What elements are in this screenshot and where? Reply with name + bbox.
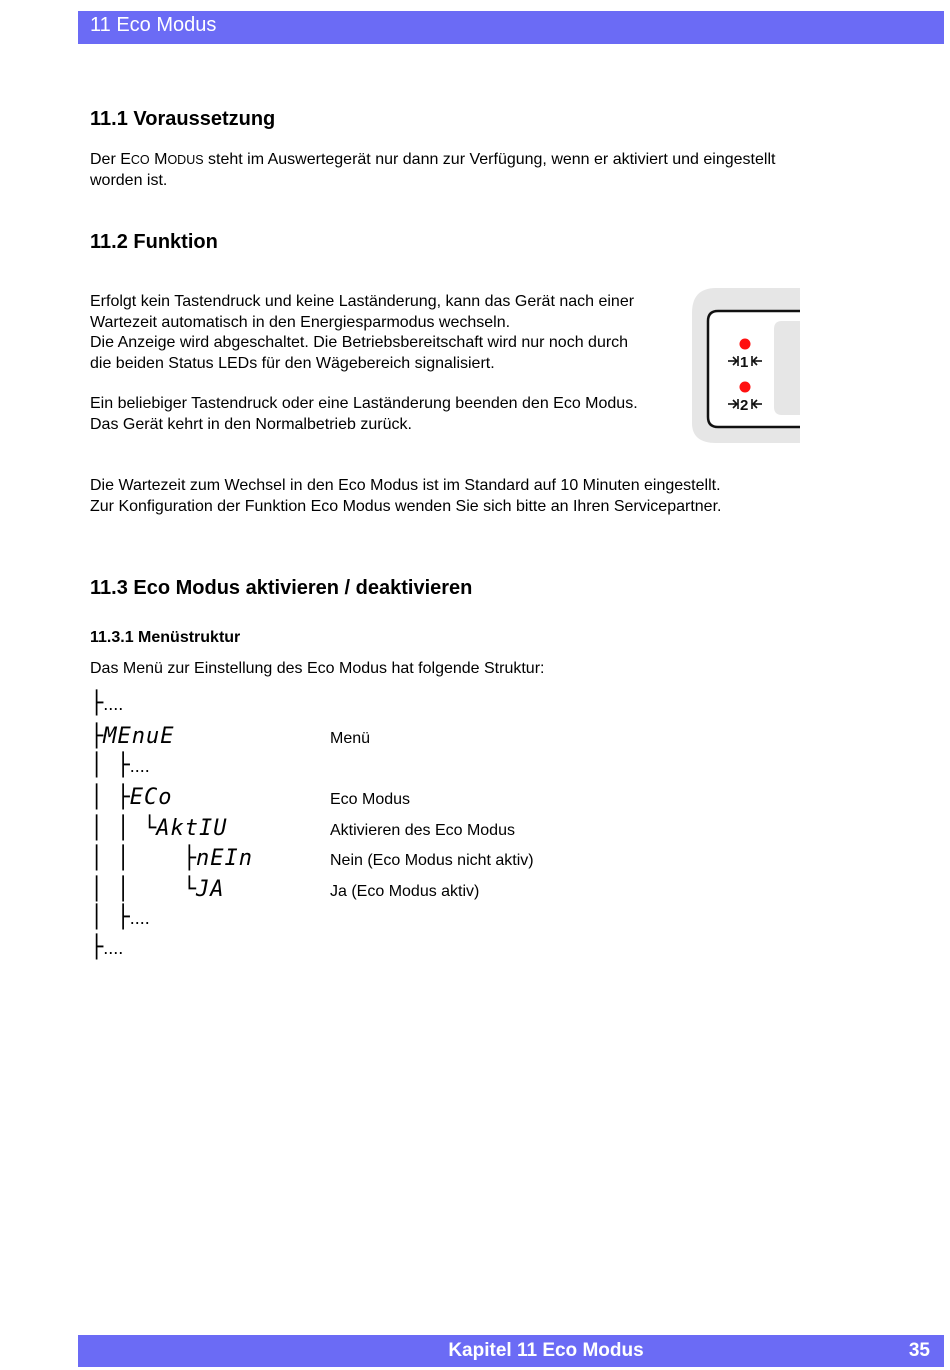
subsection-heading-menuestruktur: 11.3.1 Menüstruktur	[90, 629, 241, 646]
chapter-title: 11 Eco Modus	[90, 14, 217, 36]
display-code-ja: JA	[195, 877, 225, 902]
led-1-label: 1	[740, 354, 749, 371]
tree-description: Menü	[330, 730, 371, 747]
led-1-indicator	[740, 339, 751, 350]
funktion-paragraph-3	[90, 476, 721, 517]
paragraph-line: Die Anzeige wird abgeschaltet. Die Betriebsbereitschaft wird nur noch durch	[90, 334, 629, 351]
status-led-panel-illustration	[688, 285, 803, 452]
page-footer-bar	[78, 1335, 944, 1367]
display-code-menue: MEnuE	[103, 724, 175, 749]
tree-row-eco: │ ├ECo Eco Modus	[90, 785, 411, 810]
tree-description: Eco Modus	[330, 791, 411, 808]
chapter-header-bar	[78, 11, 944, 44]
display-code-nein: nEIn	[195, 846, 253, 871]
tree-description: Nein (Eco Modus nicht aktiv)	[330, 852, 534, 869]
paragraph-line: die beiden Status LEDs für den Wägebereich signalisiert.	[90, 354, 495, 372]
paragraph-line: worden ist.	[90, 171, 168, 189]
display-code-aktiv: AktIU	[156, 816, 228, 841]
paragraph-line: Zur Konfiguration der Funktion Eco Modus wenden Sie sich bitte an Ihren Servicepartner.	[90, 497, 722, 515]
tree-row: │ ├....	[90, 753, 150, 778]
paragraph-line: Erfolgt kein Tastendruck und keine Laständerung, kann das Gerät nach einer	[90, 293, 635, 310]
tree-row-ja: │ │ └JA Ja (Eco Modus aktiv)	[90, 877, 480, 902]
funktion-paragraph-1	[90, 292, 634, 374]
display-code-eco: ECo	[129, 785, 173, 810]
paragraph-line: Wartezeit automatisch in den Energiesparmodus wechseln.	[90, 313, 511, 331]
led-2-indicator	[740, 382, 751, 393]
tree-row: │ ├....	[90, 905, 150, 930]
page-number: 35	[908, 1340, 930, 1361]
footer-chapter-title: Kapitel 11 Eco Modus	[448, 1340, 644, 1361]
tree-description: Ja (Eco Modus aktiv)	[330, 883, 480, 900]
menu-intro-text: Das Menü zur Einstellung des Eco Modus hat folgende Struktur:	[90, 660, 545, 677]
tree-row: ├....	[90, 691, 124, 716]
paragraph-line: Der ECO MODUS steht im Auswertegerät nur dann zur Verfügung, wenn er aktiviert und eingestellt	[90, 151, 776, 168]
led-2-label: 2	[740, 397, 749, 414]
section-1-paragraph	[90, 150, 775, 191]
funktion-paragraph-2	[90, 394, 638, 435]
tree-description: Aktivieren des Eco Modus	[330, 822, 515, 839]
paragraph-line: Die Wartezeit zum Wechsel in den Eco Modus ist im Standard auf 10 Minuten eingestellt.	[90, 477, 721, 494]
section-heading-voraussetzung: 11.1 Voraussetzung	[90, 108, 276, 130]
tree-row: ├....	[90, 935, 124, 960]
section-heading-funktion: 11.2 Funktion	[90, 231, 218, 253]
tree-row-menue: ├MEnuE Menü	[90, 724, 371, 749]
paragraph-line: Das Gerät kehrt in den Normalbetrieb zurück.	[90, 415, 412, 433]
section-heading-eco-modus-aktivieren: 11.3 Eco Modus aktivieren / deaktivieren	[90, 577, 473, 599]
tree-row-aktiv: │ │ └AktIU Aktivieren des Eco Modus	[90, 816, 515, 841]
tree-row-nein: │ │ ├nEIn Nein (Eco Modus nicht aktiv)	[90, 846, 534, 871]
paragraph-line: Ein beliebiger Tastendruck oder eine Laständerung beenden den Eco Modus.	[90, 395, 638, 412]
